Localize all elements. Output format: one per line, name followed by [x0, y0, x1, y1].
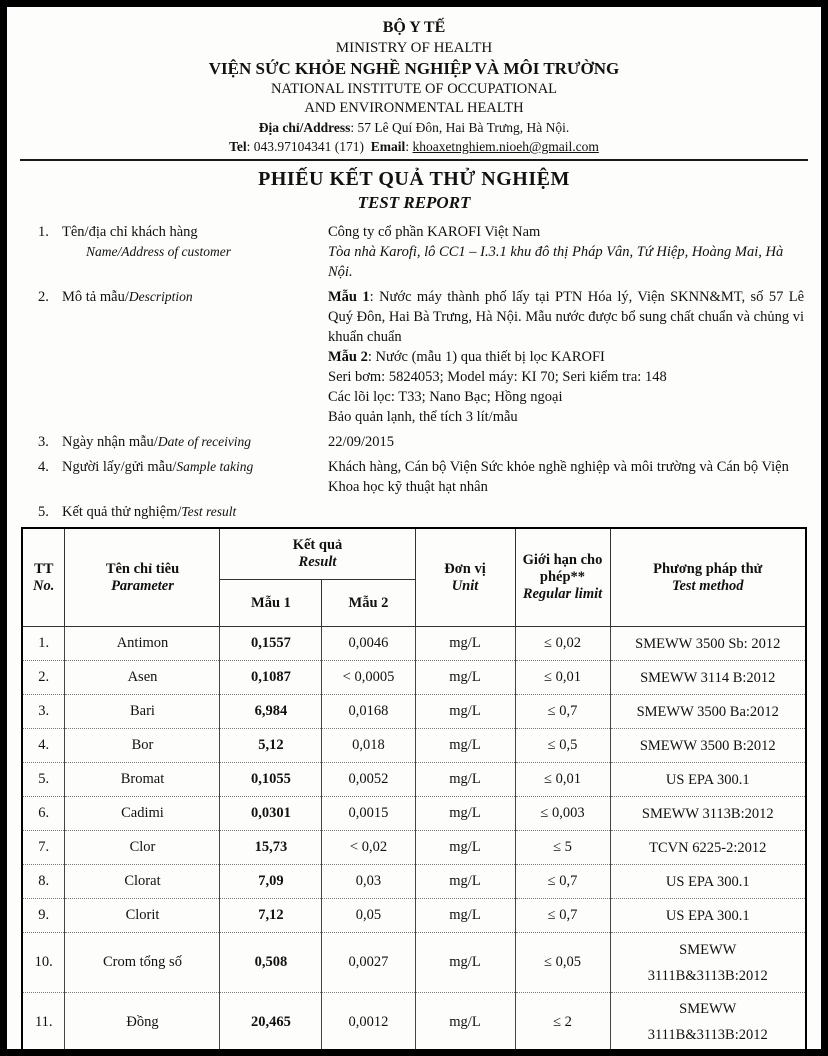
cell-limit: ≤ 0,5	[515, 729, 610, 763]
sample-taking-value: Khách hàng, Cán bộ Viện Sức khỏe nghề nghiệp và môi trường và Cán bộ Viện Khoa học kỹ thuật hạt nhân	[328, 459, 789, 495]
field-customer	[20, 222, 808, 282]
report-title-block	[20, 166, 808, 214]
table-row	[22, 831, 806, 865]
cell-sample1: 0,508	[220, 933, 322, 993]
cell-sample2: 0,0168	[322, 695, 415, 729]
cell-limit: ≤ 0,01	[515, 661, 610, 695]
cell-parameter: Asen	[65, 661, 220, 695]
table-row	[22, 763, 806, 797]
field-label-vi: Mô tả mẫu/	[62, 289, 129, 305]
field-customer-label	[20, 222, 328, 282]
address-value: : 57 Lê Quí Đôn, Hai Bà Trưng, Hà Nội.	[350, 120, 570, 135]
cell-method	[610, 729, 806, 763]
results-table-header	[22, 528, 806, 627]
cell-method	[610, 993, 806, 1053]
field-number: 3.	[38, 434, 49, 450]
method-line: US EPA 300.1	[665, 771, 750, 788]
cell-method	[610, 797, 806, 831]
cell-sample2: 0,05	[322, 899, 415, 933]
table-row	[22, 695, 806, 729]
header-method-vi: Phương pháp thử	[653, 560, 763, 577]
field-test-result-label	[20, 502, 328, 522]
cell-limit: ≤ 0,7	[515, 899, 610, 933]
institute-name-en-line2: AND ENVIRONMENTAL HEALTH	[304, 100, 524, 116]
table-row	[22, 899, 806, 933]
table-row	[22, 627, 806, 661]
cell-sample1: 0,1557	[220, 627, 322, 661]
field-date-label	[20, 432, 328, 452]
cell-no: 4.	[22, 729, 65, 763]
field-label-text	[62, 432, 251, 452]
field-sample-taking-label	[20, 457, 328, 497]
cell-parameter: Clorit	[65, 899, 220, 933]
header-parameter-vi: Tên chỉ tiêu	[105, 560, 180, 577]
table-row	[22, 797, 806, 831]
method-line: TCVN 6225-2:2012	[649, 839, 767, 856]
header-divider	[20, 159, 808, 161]
cell-no: 7.	[22, 831, 65, 865]
header-unit	[415, 528, 515, 627]
table-row	[22, 993, 806, 1053]
cell-no: 6.	[22, 797, 65, 831]
report-fields	[20, 222, 808, 522]
method-line: 3111B&3113B:2012	[647, 1027, 768, 1044]
cell-unit: mg/L	[415, 933, 515, 993]
cell-no: 11.	[22, 993, 65, 1053]
sample2-label: Mẫu 2	[328, 349, 368, 365]
header-limit-en: Regular limit	[522, 586, 603, 602]
header-tt	[22, 528, 65, 627]
email-label: Email	[370, 139, 406, 154]
field-label-text	[62, 457, 253, 497]
header-tt-en: No.	[33, 577, 55, 594]
cell-limit: ≤ 2	[515, 993, 610, 1053]
report-title-en: TEST REPORT	[357, 193, 471, 212]
field-label-en: Sample taking	[176, 459, 254, 474]
cell-limit: ≤ 5	[515, 831, 610, 865]
method-line: US EPA 300.1	[665, 873, 750, 890]
cell-parameter: Bari	[65, 695, 220, 729]
cell-parameter: Crom tổng số	[65, 933, 220, 993]
header-parameter-en: Parameter	[111, 577, 174, 594]
cell-limit: ≤ 0,003	[515, 797, 610, 831]
cell-no: 2.	[22, 661, 65, 695]
cell-unit: mg/L	[415, 797, 515, 831]
description-value	[328, 287, 808, 427]
method-line: 3111B&3113B:2012	[647, 967, 768, 984]
field-label-text	[62, 222, 231, 282]
header-parameter	[65, 528, 220, 627]
field-number: 2.	[38, 289, 49, 305]
cell-parameter: Bor	[65, 729, 220, 763]
table-row	[22, 933, 806, 993]
customer-address: Tòa nhà Karofi, lô CC1 – I.3.1 khu đô thị Pháp Vân, Tứ Hiệp, Hoàng Mai, Hà Nội.	[328, 244, 784, 280]
email-value: khoaxetnghiem.nioeh@gmail.com	[412, 139, 599, 154]
table-row	[22, 661, 806, 695]
cell-no: 3.	[22, 695, 65, 729]
method-line: SMEWW	[679, 941, 737, 958]
cell-parameter: Antimon	[65, 627, 220, 661]
institute-name-en-line1: NATIONAL INSTITUTE OF OCCUPATIONAL	[270, 81, 558, 97]
header-tt-vi: TT	[34, 560, 54, 577]
sample1-description	[328, 287, 804, 347]
header-limit	[515, 528, 610, 627]
cell-no: 8.	[22, 865, 65, 899]
cell-limit: ≤ 0,02	[515, 627, 610, 661]
date-receiving-value: 22/09/2015	[328, 434, 395, 450]
field-sample-taking	[20, 457, 808, 497]
field-label-en: Description	[128, 289, 193, 304]
cell-no: 9.	[22, 899, 65, 933]
cell-sample2: 0,03	[322, 865, 415, 899]
email-sep: :	[405, 139, 413, 154]
cell-unit: mg/L	[415, 627, 515, 661]
cell-sample1: 0,1055	[220, 763, 322, 797]
method-line: SMEWW 3500 Ba:2012	[636, 703, 779, 720]
cell-sample2: 0,0012	[322, 993, 415, 1053]
cell-sample2: 0,0046	[322, 627, 415, 661]
header-result	[220, 528, 415, 580]
ministry-name-en: MINISTRY OF HEALTH	[335, 40, 493, 56]
tel-label: Tel	[229, 139, 247, 154]
field-test-result	[20, 502, 808, 522]
contact-line	[20, 137, 808, 156]
field-label-en: Date of receiving	[157, 434, 252, 449]
cell-sample2: 0,0015	[322, 797, 415, 831]
test-result-value	[328, 502, 808, 522]
cell-method	[610, 763, 806, 797]
cell-method	[610, 865, 806, 899]
cell-parameter: Cadimi	[65, 797, 220, 831]
method-line: US EPA 300.1	[665, 907, 750, 924]
cell-sample2: 0,018	[322, 729, 415, 763]
field-label-vi: Tên/địa chỉ khách hàng	[62, 224, 198, 240]
field-description	[20, 287, 808, 427]
table-row	[22, 865, 806, 899]
cell-method	[610, 627, 806, 661]
storage-info: Bảo quản lạnh, thể tích 3 lít/mẫu	[328, 409, 518, 425]
cell-sample1: 7,09	[220, 865, 322, 899]
cell-method	[610, 831, 806, 865]
cell-unit: mg/L	[415, 695, 515, 729]
cell-sample1: 0,0301	[220, 797, 322, 831]
table-row	[22, 729, 806, 763]
cell-limit: ≤ 0,7	[515, 695, 610, 729]
field-number: 1.	[38, 224, 49, 240]
cell-unit: mg/L	[415, 993, 515, 1053]
cell-method	[610, 899, 806, 933]
cell-unit: mg/L	[415, 865, 515, 899]
method-line: SMEWW	[679, 1001, 737, 1018]
report-title-vi: PHIẾU KẾT QUẢ THỬ NGHIỆM	[258, 168, 570, 190]
letterhead	[20, 17, 808, 156]
field-label-vi: Kết quả thử nghiệm/	[62, 504, 182, 520]
header-sample1: Mẫu 1	[220, 580, 322, 627]
method-line: SMEWW 3500 Sb: 2012	[635, 635, 781, 652]
field-label-text	[62, 287, 193, 427]
field-label-vi: Người lấy/gửi mẫu/	[62, 459, 177, 475]
sample1-text: : Nước máy thành phố lấy tại PTN Hóa lý, Viện SKNN&MT, số 57 Lê Quý Đôn, Hai Bà Trưng, Hà Nội. Mẫu nước được bổ sung chất chuẩn và chủng vi khuẩn chuẩn	[328, 289, 805, 345]
tel-value: : 043.97104341 (171)	[246, 139, 365, 154]
cell-parameter: Clor	[65, 831, 220, 865]
header-method-en: Test method	[671, 577, 744, 594]
cell-sample1: 20,465	[220, 993, 322, 1053]
cell-limit: ≤ 0,7	[515, 865, 610, 899]
header-result-vi: Kết quả	[292, 537, 343, 553]
institute-name-vi: VIỆN SỨC KHỎE NGHỀ NGHIỆP VÀ MÔI TRƯỜNG	[208, 59, 620, 78]
cell-unit: mg/L	[415, 729, 515, 763]
cell-unit: mg/L	[415, 899, 515, 933]
header-unit-en: Unit	[451, 577, 479, 594]
cell-sample1: 0,1087	[220, 661, 322, 695]
header-method	[610, 528, 806, 627]
filter-cores-info: Các lõi lọc: T33; Nano Bạc; Hồng ngoại	[328, 389, 563, 405]
header-unit-vi: Đơn vị	[444, 560, 486, 577]
cell-parameter: Đồng	[65, 993, 220, 1053]
header-result-en: Result	[298, 554, 337, 570]
cell-sample1: 5,12	[220, 729, 322, 763]
field-label-vi: Ngày nhận mẫu/	[62, 434, 158, 450]
results-table	[21, 527, 807, 1054]
cell-method	[610, 695, 806, 729]
cell-unit: mg/L	[415, 763, 515, 797]
field-label-en: Test result	[181, 504, 237, 519]
cell-no: 10.	[22, 933, 65, 993]
cell-limit: ≤ 0,05	[515, 933, 610, 993]
sample2-description	[328, 347, 804, 367]
field-number: 4.	[38, 459, 49, 475]
customer-value	[328, 222, 808, 282]
header-limit-vi: Giới hạn cho phép**	[522, 552, 603, 585]
cell-method	[610, 933, 806, 993]
cell-unit: mg/L	[415, 831, 515, 865]
cell-method	[610, 661, 806, 695]
cell-sample1: 15,73	[220, 831, 322, 865]
cell-sample1: 7,12	[220, 899, 322, 933]
cell-sample2: < 0,0005	[322, 661, 415, 695]
sample2-text: : Nước (mẫu 1) qua thiết bị lọc KAROFI	[367, 349, 605, 365]
method-line: SMEWW 3113B:2012	[641, 805, 774, 822]
cell-no: 5.	[22, 763, 65, 797]
field-number: 5.	[38, 504, 49, 520]
address-line	[20, 118, 808, 137]
cell-sample2: < 0,02	[322, 831, 415, 865]
field-label-text	[62, 502, 236, 522]
cell-sample1: 6,984	[220, 695, 322, 729]
sample1-label: Mẫu 1	[328, 289, 370, 305]
ministry-name-vi: BỘ Y TẾ	[382, 19, 446, 36]
cell-sample2: 0,0052	[322, 763, 415, 797]
customer-name: Công ty cổ phần KAROFI Việt Nam	[328, 224, 541, 240]
method-line: SMEWW 3500 B:2012	[639, 737, 776, 754]
results-table-body	[22, 627, 806, 1053]
cell-unit: mg/L	[415, 661, 515, 695]
cell-limit: ≤ 0,01	[515, 763, 610, 797]
serial-info: Seri bơm: 5824053; Model máy: KI 70; Seri kiểm tra: 148	[328, 369, 667, 385]
address-label: Địa chỉ/Address	[258, 120, 351, 135]
method-line: SMEWW 3114 B:2012	[640, 669, 776, 686]
field-label-en: Name/Address of customer	[86, 244, 231, 259]
cell-no: 1.	[22, 627, 65, 661]
header-sample2: Mẫu 2	[322, 580, 415, 627]
cell-sample2: 0,0027	[322, 933, 415, 993]
field-date-receiving	[20, 432, 808, 452]
cell-parameter: Clorat	[65, 865, 220, 899]
field-description-label	[20, 287, 328, 427]
page-content	[7, 7, 821, 1054]
cell-parameter: Bromat	[65, 763, 220, 797]
